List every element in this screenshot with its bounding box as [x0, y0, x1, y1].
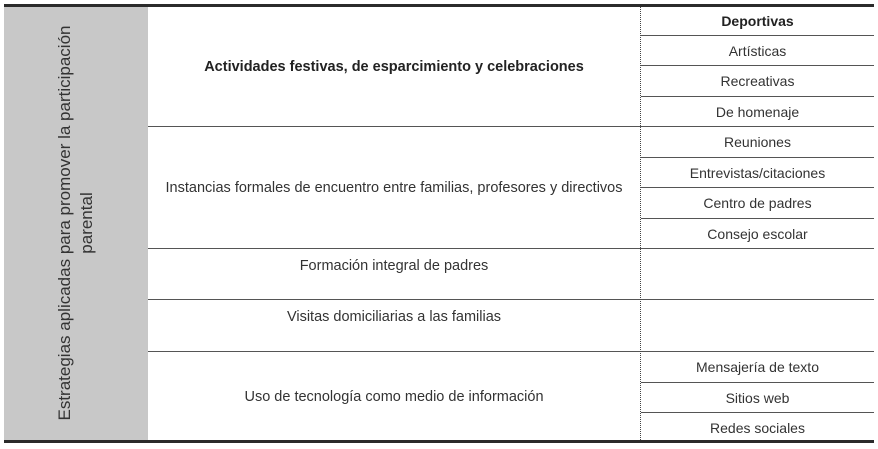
side-header [4, 7, 148, 440]
item-redes-sociales: Redes sociales [710, 419, 805, 436]
item-reuniones: Reuniones [724, 134, 791, 150]
item-entrevistas: Entrevistas/citaciones [689, 164, 826, 181]
column-divider [640, 7, 641, 440]
item-sitios-web: Sitios web [725, 389, 790, 406]
item-homenaje: De homenaje [715, 103, 800, 120]
side-label: Estrategias aplicadas para promover la participación parental [55, 25, 96, 421]
item-centro-padres: Centro de padres [703, 195, 812, 211]
group-label-formacion: Formación integral de padres [299, 258, 489, 274]
group-label-tecnologia: Uso de tecnología como medio de información [244, 389, 544, 405]
item-deportivas: Deportivas [721, 13, 794, 29]
item-consejo: Consejo escolar [707, 225, 808, 242]
item-artisticas: Artísticas [728, 42, 787, 59]
group-label-visitas: Visitas domiciliarias a las familias [286, 309, 502, 325]
group-label-instancias: Instancias formales de encuentro entre familias, profesores y directivos [165, 179, 623, 196]
group-label-festivas: Actividades festivas, de esparcimiento y celebraciones [204, 58, 584, 75]
item-mensajeria: Mensajería de texto [696, 359, 819, 375]
item-recreativas: Recreativas [720, 73, 795, 89]
